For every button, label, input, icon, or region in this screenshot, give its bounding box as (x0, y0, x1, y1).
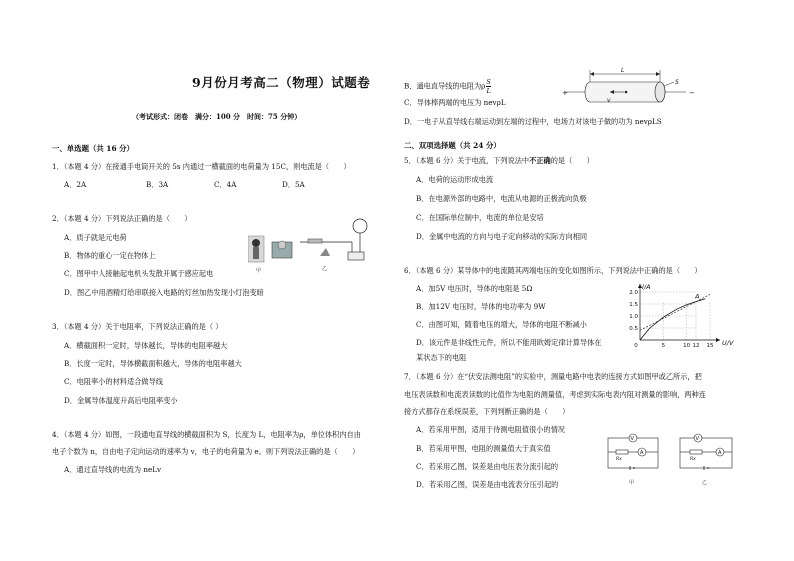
q7-stem-line3: 接方式都存在系统误差，下列判断正确的是（ ） (404, 407, 570, 416)
q6-x-tick-2: 10 (683, 343, 691, 349)
q2-figure (248, 212, 378, 274)
q6-y-axis-label: I/A (642, 283, 651, 291)
q4-option-c: C．导体棒两端的电压为 nevρL (404, 98, 506, 107)
exam-title: 9月份月考高二（物理）试题卷 (192, 75, 371, 90)
q4-stem-line2: 电子个数为 n，自由电子定向运动的速率为 v，电子的电荷量为 e。则下列说法正确的是（ ） (52, 447, 360, 456)
q1-option-d: D．5A (282, 180, 305, 189)
q6-chart-grid (640, 292, 710, 340)
svg-text:V: V (695, 436, 699, 442)
section1-heading: 一、单选题（共 16 分） (52, 144, 134, 153)
q5-stem-emphasis: 不正确 (529, 156, 551, 165)
q7-circuit-jia (608, 434, 658, 486)
q2-fig-yi-bulb (353, 219, 367, 233)
q2-fig-jia-label: 甲 (256, 268, 262, 274)
q4-option-b-fraction: $\frac{S}{L}$ (486, 78, 491, 95)
q6-option-c: C．由图可知，随着电压的增大，导体的电阻不断减小 (416, 320, 587, 329)
q6-y-tick-1: 1.0 (629, 314, 638, 320)
svg-text:A: A (640, 450, 644, 456)
q4-option-d: D．一电子从直导线右端运动到左端的过程中，电场力对该电子做的功为 nevρLS (404, 117, 662, 126)
q5-option-c: C．在国际单位制中，电流的单位是安培 (416, 213, 544, 222)
q7-jia-rx-label: Rx (616, 457, 622, 462)
section2-heading: 二、双项选择题（共 24 分） (404, 141, 501, 150)
q4-stem-line1: 4．（本题 4 分）如图，一段通电直导线的横截面积为 S，长度为 L，电阻率为ρ，单位体积内自由 (52, 430, 361, 439)
q4-option-a: A．通过直导线的电流为 neLv (64, 465, 162, 474)
q7-yi-resistor (690, 450, 702, 454)
q7-jia-resistor (616, 450, 628, 454)
q2-option-b: B．物体的重心一定在物体上 (64, 251, 156, 260)
q4-label-v: v (607, 97, 611, 104)
q6-x-tick-1: 5 (661, 343, 666, 349)
q4-minus-terminal: − (689, 89, 695, 97)
q7-yi-rx-label: Rx (690, 457, 696, 462)
q6-option-b: B．加12V 电压时，导体的电功率为 9W (416, 302, 546, 311)
q6-option-d-cont: 某状态下的电阻 (416, 353, 467, 362)
q2-fig-yi-label: 乙 (322, 266, 328, 272)
q6-y-tick-0: 0.5 (629, 326, 638, 332)
svg-text:V: V (630, 436, 634, 442)
q7-option-c: C．若采用乙图，误差是由电压表分流引起的 (416, 462, 559, 471)
q6-tangent-line (640, 294, 710, 330)
exam-info: （考试形式：闭卷 满分：100 分 时间：75 分钟） (132, 112, 302, 121)
q3-stem: 3．（本题 4 分）关于电阻率，下列说法正确的是（ ） (52, 322, 223, 331)
q3-option-c: C．电阻率小的材料适合做导线 (64, 377, 163, 386)
q7-option-d: D．若采用乙图，误差是由电流表分压引起的 (416, 480, 559, 489)
q3-option-a: A．横截面积一定时，导体越长，导体的电阻率越大 (64, 341, 228, 350)
q6-x-tick-4: 15 (706, 343, 714, 349)
q6-point-a-label: A (695, 292, 700, 301)
q1-option-b: B．3A (146, 180, 169, 189)
q4-plus-terminal: + (562, 89, 568, 97)
q6-y-tick-2: 1.5 (629, 302, 638, 308)
q1-option-a: A．2A (64, 180, 87, 189)
q7-circuit-figures (604, 430, 740, 492)
q2-fig-jia-body (253, 247, 259, 259)
q2-fig-yi-battery (348, 252, 364, 260)
q6-iu-curve (640, 299, 705, 340)
q1-option-c: C．4A (214, 180, 237, 189)
q2-fig-jia-hair (252, 239, 260, 247)
q6-x-tick-3: 12 (692, 343, 700, 349)
q5-stem: 5．（本题 6 分）关于电流，下列说法中不正确的是（ ） (404, 156, 594, 165)
q7-stem-line1: 7．（本题 6 分）在“伏安法测电阻”的实验中，测量电路中电表的连接方式如图甲或乙所示，把 (404, 372, 702, 381)
q6-option-d: D．该元件是非线性元件，所以不能用欧姆定律计算导体在 (416, 338, 602, 347)
q4-electron (625, 91, 628, 94)
q7-stem-line2: 电压表读数和电流表读数的比值作为电阻的测量值，考虑到实际电表内阻对测量的影响，两种连 (404, 390, 706, 399)
q3-option-b: B．长度一定时，导体横截面积越大，导体的电阻率越大 (64, 359, 242, 368)
q6-iu-chart (620, 280, 750, 352)
q2-fig-jia-sphere (278, 241, 286, 249)
q2-stem: 2．（本题 4 分）下列说法正确的是（ ） (52, 214, 192, 223)
q5-option-a: A．电荷的运动形成电流 (416, 175, 494, 184)
q2-option-a: A．质子就是元电荷 (64, 233, 127, 242)
q4-label-l: L (621, 67, 625, 74)
q7-yi-label: 乙 (702, 480, 708, 486)
q7-option-b: B．若采用甲图，电阻的测量值大于真实值 (416, 444, 551, 453)
q5-option-d: D．金属中电流的方向与电子定向移动的实际方向相同 (416, 232, 588, 241)
q3-option-d: D．金属导体温度升高后电阻率变小 (64, 396, 178, 405)
q6-stem: 6．（本题 6 分）某导体中的电流随其两端电压的变化如图所示，下列说法中正确的是（ ） (404, 266, 702, 275)
q6-y-tick-3: 2.0 (629, 290, 638, 296)
q7-jia-label: 甲 (629, 480, 635, 486)
q2-fig-yi-filament (308, 239, 322, 243)
q6-x-axis-label: U/V (722, 339, 734, 347)
q7-option-a: A．若采用甲图，适用于待测电阻值很小的情况 (416, 425, 565, 434)
q6-option-a: A．加5V 电压时，导体的电阻是 5Ω (416, 284, 533, 293)
q6-x-tick-0: 0 (634, 343, 638, 349)
q2-fig-yi-lamp (320, 248, 330, 256)
q2-option-c: C．图甲中人接触起电机头发散开属于感应起电 (64, 269, 214, 278)
q4-label-s: S (675, 79, 679, 86)
q4-wire-figure (562, 64, 702, 110)
q5-option-b: B．在电源外部的电路中，电流从电源的正极流向负极 (416, 194, 587, 203)
q4-option-b: B．通电直导线的电阻为ρ $\frac{S}{L}$ (404, 78, 491, 95)
svg-text:A: A (718, 450, 722, 456)
q4-cross-section (655, 82, 665, 102)
q7-circuit-yi (680, 434, 732, 486)
q1-stem: 1．（本题 4 分）在接通手电筒开关的 5s 内通过一横截面的电荷量为 15C，则电流是（ ） (52, 162, 351, 171)
q2-option-d: D．图乙中用酒精灯给串联接入电路的灯丝加热发现小灯泡变暗 (64, 288, 264, 297)
